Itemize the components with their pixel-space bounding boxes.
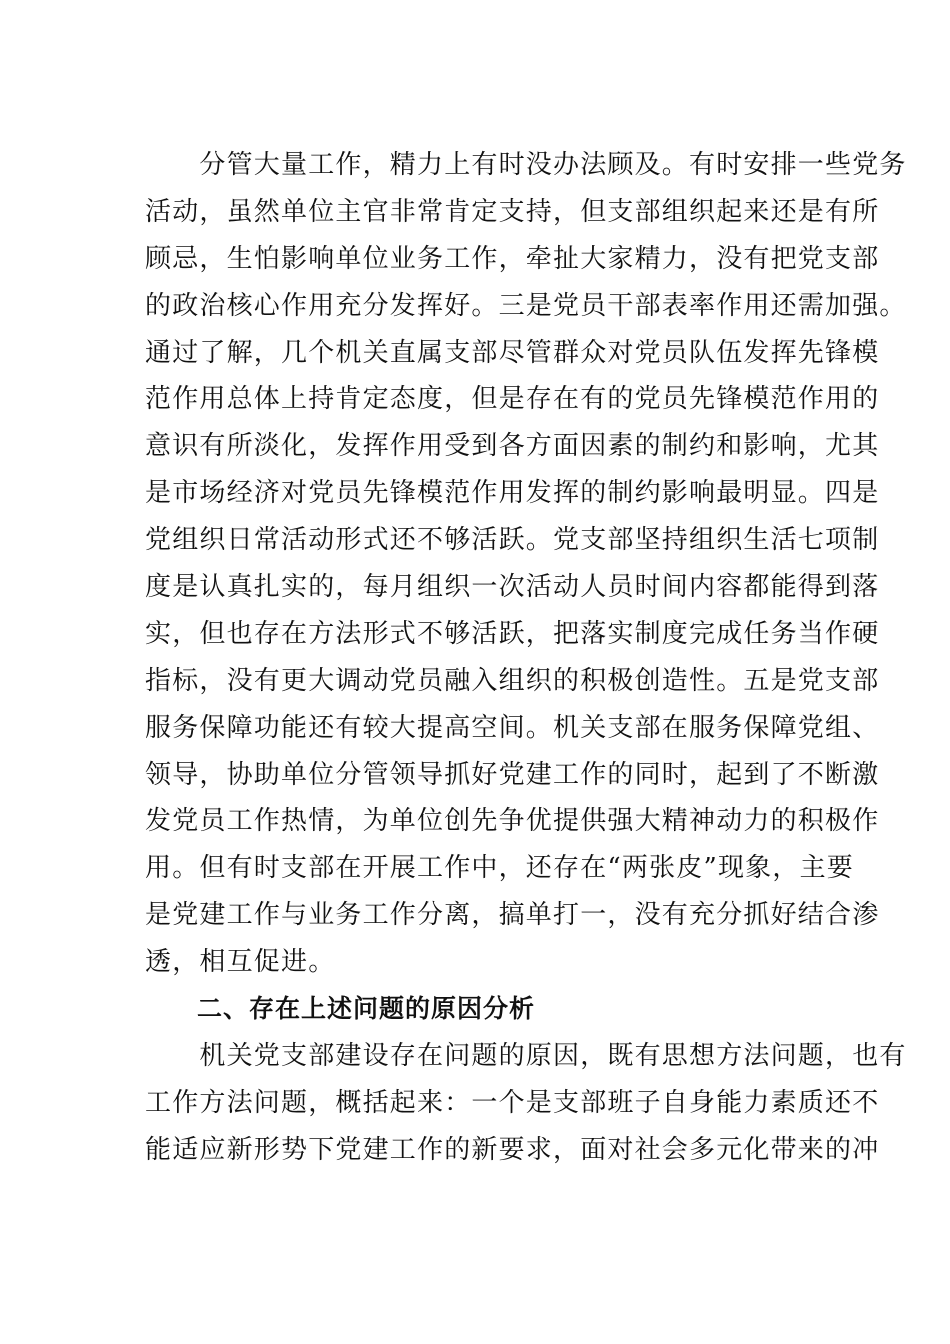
paragraph-line: 意识有所淡化，发挥作用受到各方面因素的制约和影响，尤其 (145, 431, 880, 462)
paragraph-line: 通过了解，几个机关直属支部尽管群众对党员队伍发挥先锋模 (145, 337, 880, 368)
paragraph-line: 范作用总体上持肯定态度，但是存在有的党员先锋模范作用的 (145, 384, 880, 415)
paragraph-line: 指标，没有更大调动党员融入组织的积极创造性。五是党支部 (145, 665, 880, 696)
paragraph-line: 的政治核心作用充分发挥好。三是党员干部表率作用还需加强。 (145, 290, 907, 321)
paragraph-line: 党组织日常活动形式还不够活跃。党支部坚持组织生活七项制 (145, 525, 880, 556)
document-body (145, 142, 907, 1174)
paragraph-line: 透，相互促进。 (145, 947, 336, 978)
paragraph-line: 分管大量工作，精力上有时没办法顾及。有时安排一些党务 (145, 150, 907, 180)
paragraph-line: 服务保障功能还有较大提高空间。机关支部在服务保障党组、 (145, 712, 880, 743)
paragraph-line: 机关党支部建设存在问题的原因，既有思想方法问题，也有 (145, 1040, 907, 1071)
paragraph-line: 用。但有时支部在开展工作中，还存在“两张皮”现象，主要 (145, 853, 854, 884)
paragraph-line: 度是认真扎实的，每月组织一次活动人员时间内容都能得到落 (145, 572, 880, 603)
paragraph-line: 工作方法问题，概括起来：一个是支部班子自身能力素质还不 (145, 1087, 880, 1118)
section-heading: 二、存在上述问题的原因分析 (145, 994, 536, 1024)
paragraph-line: 是党建工作与业务工作分离，搞单打一，没有充分抓好结合渗 (145, 900, 880, 931)
paragraph-line: 发党员工作热情，为单位创先争优提供强大精神动力的积极作 (145, 806, 880, 837)
paragraph-line: 是市场经济对党员先锋模范作用发挥的制约影响最明显。四是 (145, 478, 880, 509)
paragraph-line: 活动，虽然单位主官非常肯定支持，但支部组织起来还是有所 (145, 196, 880, 227)
paragraph-line: 能适应新形势下党建工作的新要求，面对社会多元化带来的冲 (145, 1134, 880, 1165)
paragraph-line: 实，但也存在方法形式不够活跃，把落实制度完成任务当作硬 (145, 618, 880, 649)
paragraph-line: 顾忌，生怕影响单位业务工作，牵扯大家精力，没有把党支部 (145, 243, 880, 274)
paragraph-line: 领导，协助单位分管领导抓好党建工作的同时，起到了不断激 (145, 759, 880, 790)
